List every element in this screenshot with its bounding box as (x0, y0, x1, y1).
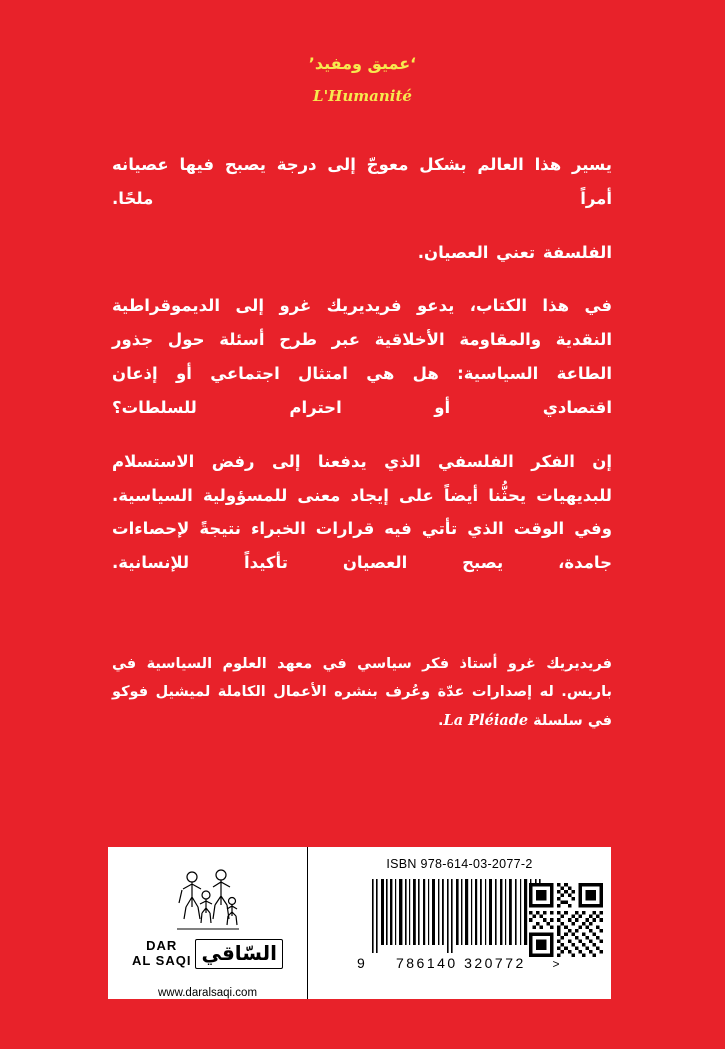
people-figures-icon (175, 863, 241, 935)
author-bio-text: فريديريك غرو أستاذ فكر سياسي في معهد العلوم السياسية في باريس. له إصدارات عدّة وعُرف بنشره الأعمال الكاملة لميشيل فوكو في سلسلة (112, 656, 612, 729)
publisher-website[interactable]: www.daralsaqi.com (157, 987, 258, 999)
author-bio-series: La Pléiade (443, 711, 529, 729)
ean-barcode-icon (370, 879, 550, 953)
review-quote-source: L'Humanité (313, 86, 412, 105)
blurb-paragraph-4: إن الفكر الفلسفي الذي يدفعنا إلى رفض الاستسلام للبديهيات يحثُّنا أيضاً على إيجاد معنى للمسؤولية السياسية. وفي الوقت الذي تأتي فيه قرارات الخبراء نتيجةً لإحصاءات جامدة، يصبح العصيان تأكيداً للإنسانية. (112, 451, 612, 573)
publisher-name-line2: AL SAQI (131, 953, 192, 969)
barcode-panel (108, 847, 611, 999)
publisher-name-line1: DAR (146, 938, 178, 954)
blurb-paragraph-1: يسير هذا العالم بشكل معوجّ إلى درجة يصبح فيها عصيانه أمراً ملحًا. (112, 155, 612, 208)
isbn-label: ISBN 978-614-03-2077-2 (386, 857, 533, 871)
ean-digits-row (357, 955, 562, 971)
ean-tail-symbol: > (552, 957, 562, 971)
blurb-paragraph-2: الفلسفة تعني العصيان. (417, 242, 612, 262)
publisher-logo-row (108, 853, 307, 939)
review-quote-block (0, 54, 725, 105)
publisher-name-arabic: السّاقي (195, 939, 283, 969)
qr-code-icon[interactable] (529, 883, 603, 957)
publisher-column (108, 847, 308, 999)
author-bio-period: . (438, 712, 444, 729)
review-quote-text: ‘عميق ومفيد’ (308, 54, 417, 73)
barcode-column (308, 847, 611, 999)
blurb-paragraph-3: في هذا الكتاب، يدعو فريديريك غرو إلى الديموقراطية النقدية والمقاومة الأخلاقية عبر طرح أسئلة حول جذور الطاعة السياسية: هل هي امتثال اجتماعي أو إذعان اقتصادي أو احترام للسلطات؟ (112, 296, 612, 417)
ean-main-digits: 786140 320772 (395, 955, 526, 971)
author-bio (112, 650, 612, 735)
blurb-body (112, 148, 612, 600)
ean-lead-digit: 9 (357, 955, 368, 971)
publisher-name (132, 939, 192, 969)
